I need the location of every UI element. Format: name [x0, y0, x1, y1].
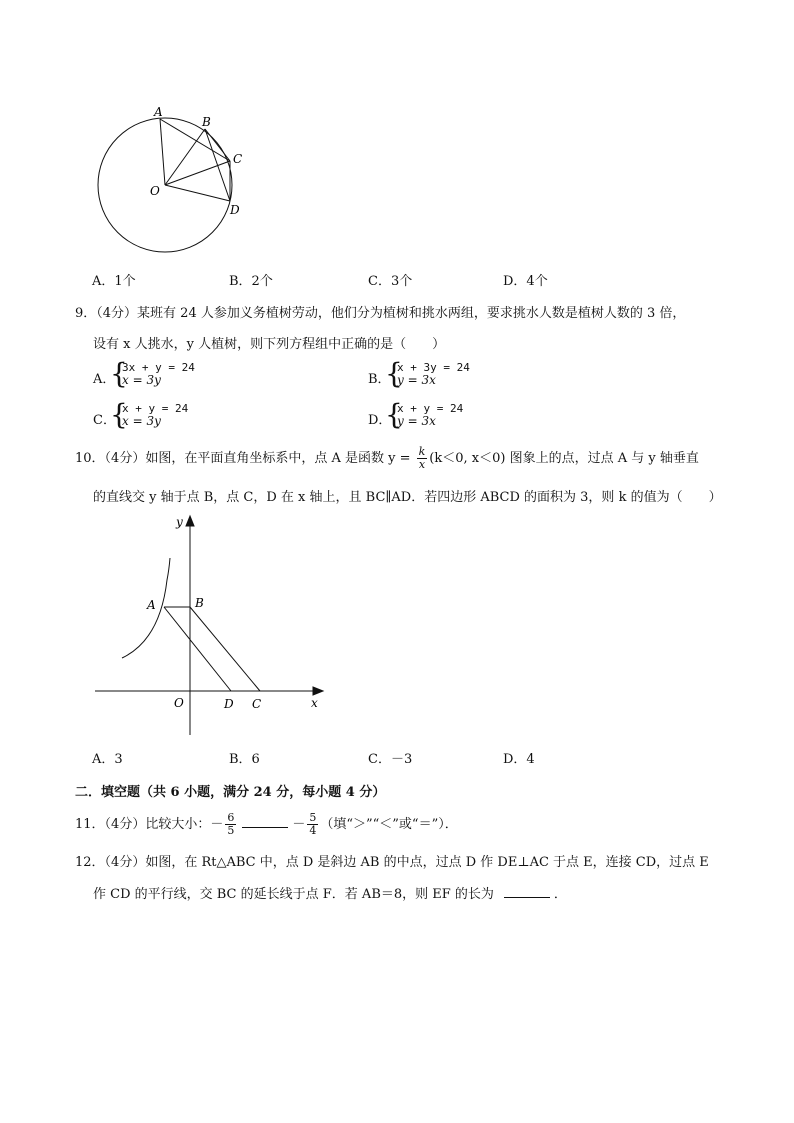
q10-line2: 的直线交 y 轴于点 B，点 C，D 在 x 轴上，且 BC∥AD．若四边形 ABCD 的面积为 3，则 k 的值为（ ）: [93, 490, 722, 505]
q10-option-a: A．3: [92, 752, 123, 767]
label-d: D: [224, 697, 234, 711]
q8-option-b: B．2个: [229, 274, 273, 289]
q10-line1: 10．（4分）如图，在平面直角坐标系中，点 A 是函数 y = $\frac{k}{x}$ (k＜0, x＜0) 图象上的点，过点 A 与 y 轴垂直: [75, 445, 699, 471]
q9-option-d-label: D．: [368, 413, 392, 428]
q8-option-a: A．1个: [92, 274, 136, 289]
q9-line1: 9．（4分）某班有 24 人参加义务植树劳动，他们分为植树和挑水两组，要求挑水人数是植树人数的 3 倍，: [75, 306, 686, 321]
q12-line1: 12．（4分）如图，在 Rt△ABC 中，点 D 是斜边 AB 的中点，过点 D 作 DE⊥AC 于点 E，连接 CD，过点 E: [75, 855, 709, 870]
brace-icon: {: [110, 357, 128, 390]
q10-option-b: B．6: [229, 752, 260, 767]
q8-option-c: C．3个: [368, 274, 413, 289]
q8-option-d: D．4个: [503, 274, 548, 289]
q12-line2: 作 CD 的平行线，交 BC 的延长线于点 F．若 AB＝8，则 EF 的长为 ．: [93, 887, 567, 902]
label-c: C: [252, 697, 262, 711]
label-y: y: [176, 515, 183, 529]
label-c: C: [233, 152, 243, 166]
label-d: D: [230, 203, 240, 217]
label-o: O: [150, 184, 160, 198]
q11-fraction-1: $\frac{6}{5}$: [227, 811, 235, 837]
label-b: B: [202, 115, 211, 129]
brace-icon: {: [385, 357, 403, 390]
brace-icon: {: [385, 398, 403, 431]
q11-line: 11．（4分）比较大小：－ $\frac{6}{5}$ － $\frac{5}{4}$ （填“＞”“＜”或“＝”）．: [75, 811, 458, 837]
q10-option-d: D．4: [503, 752, 535, 767]
q12-blank[interactable]: [504, 885, 550, 898]
q9-option-c-label: C．: [93, 413, 116, 428]
label-x: x: [311, 696, 318, 710]
q9-option-c-system: x + y = 24 x = 3y: [122, 402, 189, 428]
q8-figure: [90, 100, 250, 260]
label-a: A: [154, 105, 163, 119]
q10-figure: [90, 510, 330, 740]
q11-fraction-2: $\frac{5}{4}$: [309, 811, 317, 837]
q10-fraction: $\frac{k}{x}$: [418, 445, 426, 471]
q11-blank[interactable]: [242, 815, 288, 828]
q9-option-a-system: 3x + y = 24 x = 3y: [122, 361, 195, 387]
q9-option-b-system: x + 3y = 24 y = 3x: [397, 361, 470, 387]
q10-option-c: C．－3: [368, 752, 413, 767]
q9-option-b-label: B．: [368, 372, 391, 387]
label-a: A: [147, 598, 156, 612]
brace-icon: {: [110, 398, 128, 431]
label-o: O: [174, 696, 184, 710]
q9-option-a-label: A．: [93, 372, 116, 387]
section-heading: 二．填空题（共 6 小题，满分 24 分，每小题 4 分）: [75, 785, 386, 800]
q9-option-d-system: x + y = 24 y = 3x: [397, 402, 464, 428]
q9-line2: 设有 x 人挑水，y 人植树，则下列方程组中正确的是（ ）: [93, 337, 446, 352]
label-b: B: [195, 596, 204, 610]
